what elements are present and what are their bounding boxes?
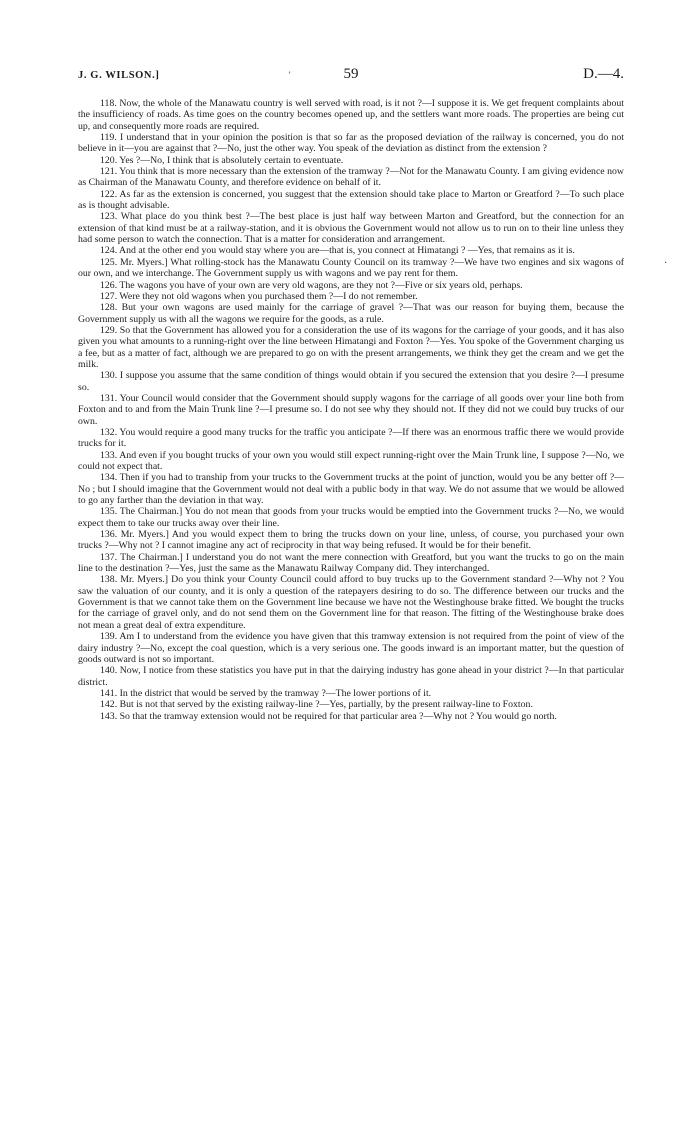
evidence-text [78, 98, 624, 722]
paragraph-118: 118. Now, the whole of the Manawatu country is well served with road, is it not ?—I suppose it is. We get frequent complaints about the insufficiency of roads. As time goes on the country becomes opened up, and the settlers want more roads. The properties are being cut up, and consequently more roads are required. [78, 98, 624, 132]
paragraph-138: 138. Mr. Myers.] Do you think your County Council could afford to buy trucks up to the Government standard ?—Why not ? You saw the valuation of our county, and it is only a question of the ratepayers desiring to do so. The difference between our trucks and the Government is that we cannot take them on the Government line because we have not the Westinghouse brake fitted. We bought the trucks for the carriage of gravel only, and do not send them on the Government line for that reason. The fitting of the Westinghouse brake does not mean a great deal of extra expenditure. [78, 574, 624, 631]
header-mark: ’ [288, 70, 291, 80]
paragraph-131: 131. Your Council would consider that the Government should supply wagons for the carriage of all goods over your line both from Foxton and to and from the Main Trunk line ?—I presume so. I do not see why they should not. If they did not we could buy trucks of our own. [78, 392, 624, 427]
paragraph-132: 132. You would require a good many trucks for the traffic you anticipate ?—If there was an enormous traffic there we would provide trucks for it. [78, 426, 624, 450]
margin-mark: · [664, 258, 668, 269]
paragraph-124: 124. And at the other end you would stay where you are—that is, you connect at Himatangi ? —Yes, that remains as it is. [100, 245, 575, 257]
paragraph-120: 120. Yes ?—No, I think that is absolutely certain to eventuate. [100, 154, 344, 166]
paragraph-134: 134. Then if you had to tranship from your trucks to the Government trucks at the point of junction, would you be any better off ?—No ; but I should imagine that the Government would not deal with a public body in that way. We do not assume that we would be allowed to go any farther than the deviation in that way. [78, 472, 624, 507]
paragraph-136: 136. Mr. Myers.] And you would expect them to bring the trucks down on your line, unless, of course, you purchased your own trucks ?—Why not ? I cannot imagine any act of reciprocity in that way being refused. It would be for their benefit. [78, 529, 624, 552]
paragraph-143: 143. So that the tramway extension would not be required for that particular area ?—Why not ? You would go north. [100, 710, 557, 722]
paragraph-129: 129. So that the Government has allowed you for a consideration the use of its wagons for the carriage of your goods, and it has also given you what amounts to a running-right over the line between Himatangi and Foxton ?—Yes. You spoke of the Government charging us a fee, but as a matter of fact, although we are prepared to go on with the present arrangements, we think they get the cream and we get the milk. [78, 324, 624, 370]
paragraph-141: 141. In the district that would be served by the tramway ?—The lower portions of it. [100, 687, 432, 699]
document-reference: D.—4. [583, 66, 624, 82]
page-header [78, 66, 624, 90]
paragraph-140: 140. Now, I notice from these statistics you have put in that the dairying industry has gone ahead in your district ?—In that particular district. [78, 665, 624, 688]
paragraph-121: 121. You think that is more necessary than the extension of the tramway ?—Not for the Manawatu County. I am giving evidence now as Chairman of the Manawatu County, and therefore evidence on behalf of it. [78, 166, 624, 189]
paragraph-119: 119. I understand that in your opinion the position is that so far as the proposed deviation of the railway is concerned, you do not believe in it—you are against that ?—No, just the other way. You speak of the deviation as distinct from the extension ? [78, 132, 624, 155]
page-number: 59 [343, 66, 359, 82]
witness-name: J. G. WILSON.] [78, 70, 160, 81]
paragraph-133: 133. And even if you bought trucks of your own you would still expect running-right over the Main Trunk line, I suppose ?—No, we could not expect that. [78, 449, 624, 472]
paragraph-127: 127. Were they not old wagons when you purchased them ?—I do not remember. [100, 290, 418, 302]
paragraph-122: 122. As far as the extension is concerned, you suggest that the extension should take place to Marton or Greatford ?—To such place as is thought advisable. [78, 188, 624, 212]
paragraph-123: 123. What place do you think best ?—The best place is just half way between Marton and Greatford, but the connection for an extension of that kind must be at a railway-station, and it is obvious the Government would not allow us to run on to their line unless they had some person to watch the connection. That is a matter for consideration and arrangement. [78, 211, 624, 246]
paragraph-139: 139. Am I to understand from the evidence you have given that this tramway extension is not required from the point of view of the dairy industry ?—No, except the coal question, which is a very serious one. The goods inward is an important matter, but the question of goods outward is not so important. [78, 631, 624, 665]
paragraph-137: 137. The Chairman.] I understand you do not want the mere connection with Greatford, but you want the trucks to go on the main line to the destination ?—Yes, just the same as the Manawatu Railway Company did. They interchanged. [78, 551, 624, 575]
paragraph-125: 125. Mr. Myers.] What rolling-stock has the Manawatu County Council on its tramway ?—We have two engines and six wagons of our own, and we interchange. The Government supply us with wagons and we pay rent for them. [78, 256, 624, 280]
paragraph-126: 126. The wagons you have of your own are very old wagons, are they not ?—Five or six years old, perhaps. [100, 279, 523, 291]
paragraph-142: 142. But is not that served by the existing railway-line ?—Yes, partially, by the present railway-line to Foxton. [100, 699, 533, 711]
paragraph-128: 128. But your own wagons are used mainly for the carriage of gravel ?—That was our reason for buying them, because the Government supply us with all the wagons we require for the goods, as a rule. [78, 302, 624, 325]
paragraph-130: 130. I suppose you assume that the same condition of things would obtain if you secured the extension that you desire ?—I presume so. [78, 370, 624, 393]
paragraph-135: 135. The Chairman.] You do not mean that goods from your trucks would be emptied into the Government trucks ?—No, we would expect them to take our trucks away over their line. [78, 506, 624, 529]
